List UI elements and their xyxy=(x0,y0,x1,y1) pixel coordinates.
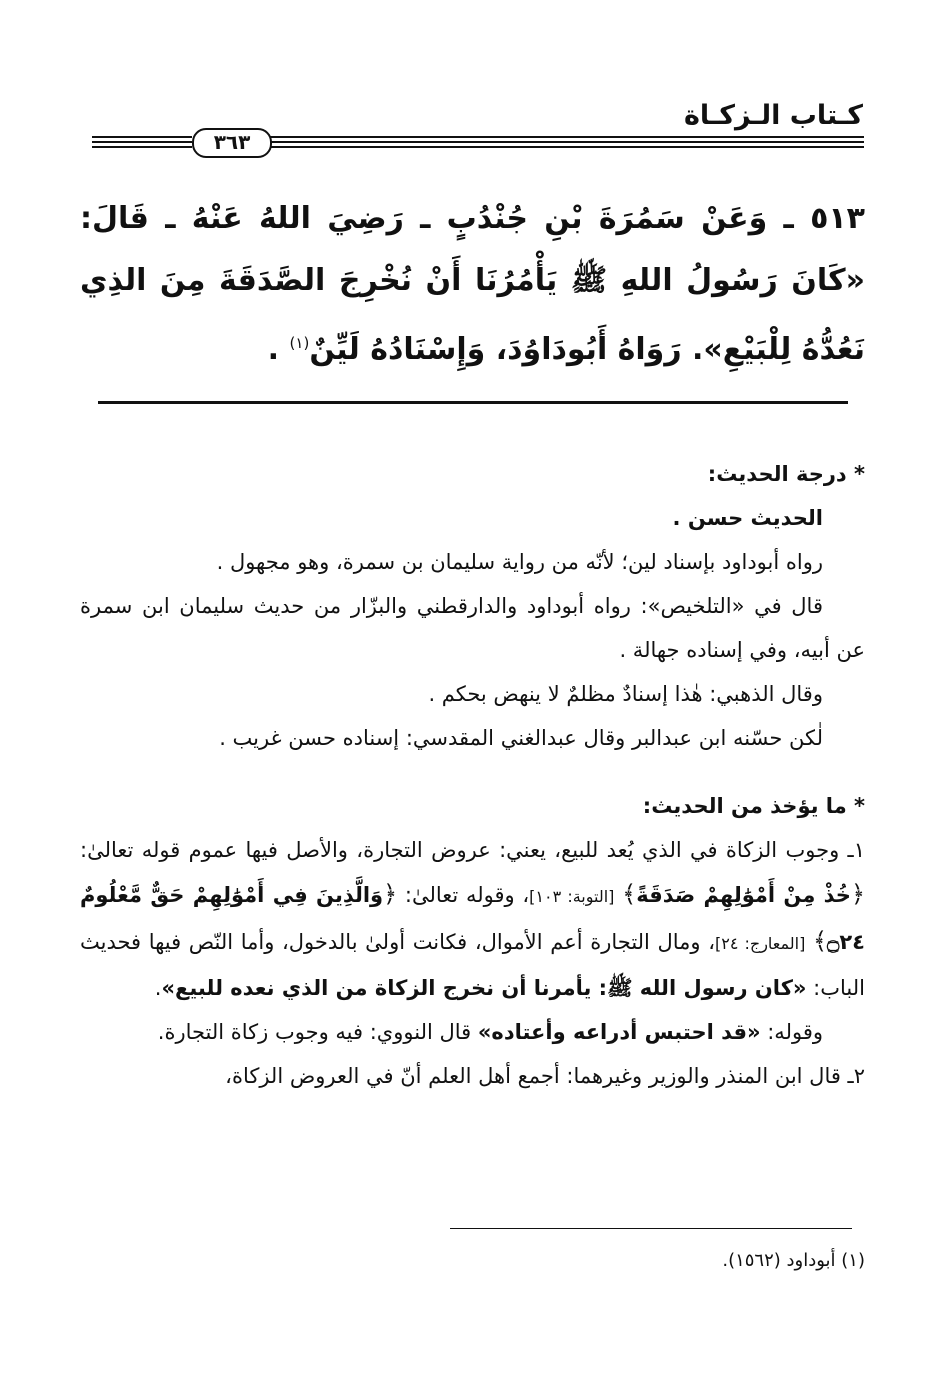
grade-line: وقال الذهبي: هٰذا إسنادٌ مظلمٌ لا ينهض بحكم . xyxy=(428,682,823,706)
quran-verse: وَالَّذِينَ فِي أَمْوَٰلِهِمْ حَقٌّ مَّعْلُومٌ ۝٢٤ xyxy=(80,883,865,954)
page-number: ٣٦٣ xyxy=(192,128,272,158)
hadith-quote: «قد احتبس أدراعه وأعتاده» xyxy=(477,1020,761,1044)
hadith-end: . xyxy=(267,332,280,367)
grade-line: لٰكن حسّنه ابن عبدالبر وقال عبدالغني المقدسي: إسناده حسن غريب . xyxy=(219,726,823,750)
verse-reference: [المعارج: ٢٤] xyxy=(715,934,806,953)
hadith-text xyxy=(80,188,865,381)
section-hadith-grade xyxy=(80,452,865,760)
section-heading-grade: * درجة الحديث: xyxy=(707,462,865,486)
lesson-paragraph-3: ٢ـ قال ابن المنذر والوزير وغيرهما: أجمع أهل العلم أنّ في العروض الزكاة، xyxy=(225,1064,865,1088)
footnote-divider xyxy=(450,1228,852,1229)
footnote: (١) أبوداود (١٥٦٢). xyxy=(722,1250,865,1271)
book-title: كـتاب الـزكـاة xyxy=(683,100,863,131)
grade-line: قال في «التلخيص»: رواه أبوداود والدارقطني والبزّار من حديث سليمان ابن سمرة عن أبيه، وفي إسناده جهالة . xyxy=(80,594,865,662)
grade-line: رواه أبوداود بإسناد لين؛ لأنّه من رواية سليمان بن سمرة، وهو مجهول . xyxy=(216,550,823,574)
section-heading-lessons: * ما يؤخذ من الحديث: xyxy=(642,794,865,818)
grade-line: الحديث حسن . xyxy=(672,506,823,530)
hadith-number: ٥١٣ xyxy=(810,201,865,236)
hadith-body: ـ وَعَنْ سَمُرَةَ بْنِ جُنْدُبٍ ـ رَضِيَ اللهُ عَنْهُ ـ قَالَ: «كَانَ رَسُولُ اللهِ ﷺ يَأْمُرُنَا أَنْ نُخْرِجَ الصَّدَقَةَ مِنَ الذِي نَعُدُّهُ لِلْبَيْعِ». رَوَاهُ أَبُودَاوُدَ، وَإِسْنَادُهُ لَيِّنٌ xyxy=(80,201,865,367)
footnote-marker: (١) xyxy=(289,334,310,352)
quran-verse: خُذْ مِنْ أَمْوَٰلِهِمْ صَدَقَةً xyxy=(636,883,851,907)
hadith-divider xyxy=(98,401,848,404)
lesson-paragraph-1: ١ـ وجوب الزكاة في الذي يُعد للبيع، يعني: عروض التجارة، والأصل فيها عموم قوله تعالىٰ: ﴿خُذْ مِنْ أَمْوَٰلِهِمْ صَدَقَةً﴾ [التوبة: ١٠٣]، وقوله تعالىٰ: ﴿وَالَّذِينَ فِي أَمْوَٰلِهِمْ حَقٌّ مَّعْلُومٌ ۝٢٤﴾ [المعارج: ٢٤]، ومال التجارة أعم الأموال، فكانت أولىٰ بالدخول، وأما النّص فيها فحديث الباب: «كان رسول الله ﷺ: يأمرنا أن نخرج الزكاة من الذي نعده للبيع». xyxy=(80,838,866,1000)
lesson-paragraph-2: وقوله: «قد احتبس أدراعه وأعتاده» قال النووي: فيه وجوب زكاة التجارة. xyxy=(157,1020,823,1044)
verse-reference: [التوبة: ١٠٣] xyxy=(529,887,615,906)
section-lessons xyxy=(80,784,865,1098)
hadith-quote: «كان رسول الله ﷺ: يأمرنا أن نخرج الزكاة من الذي نعده للبيع» xyxy=(161,976,807,1000)
